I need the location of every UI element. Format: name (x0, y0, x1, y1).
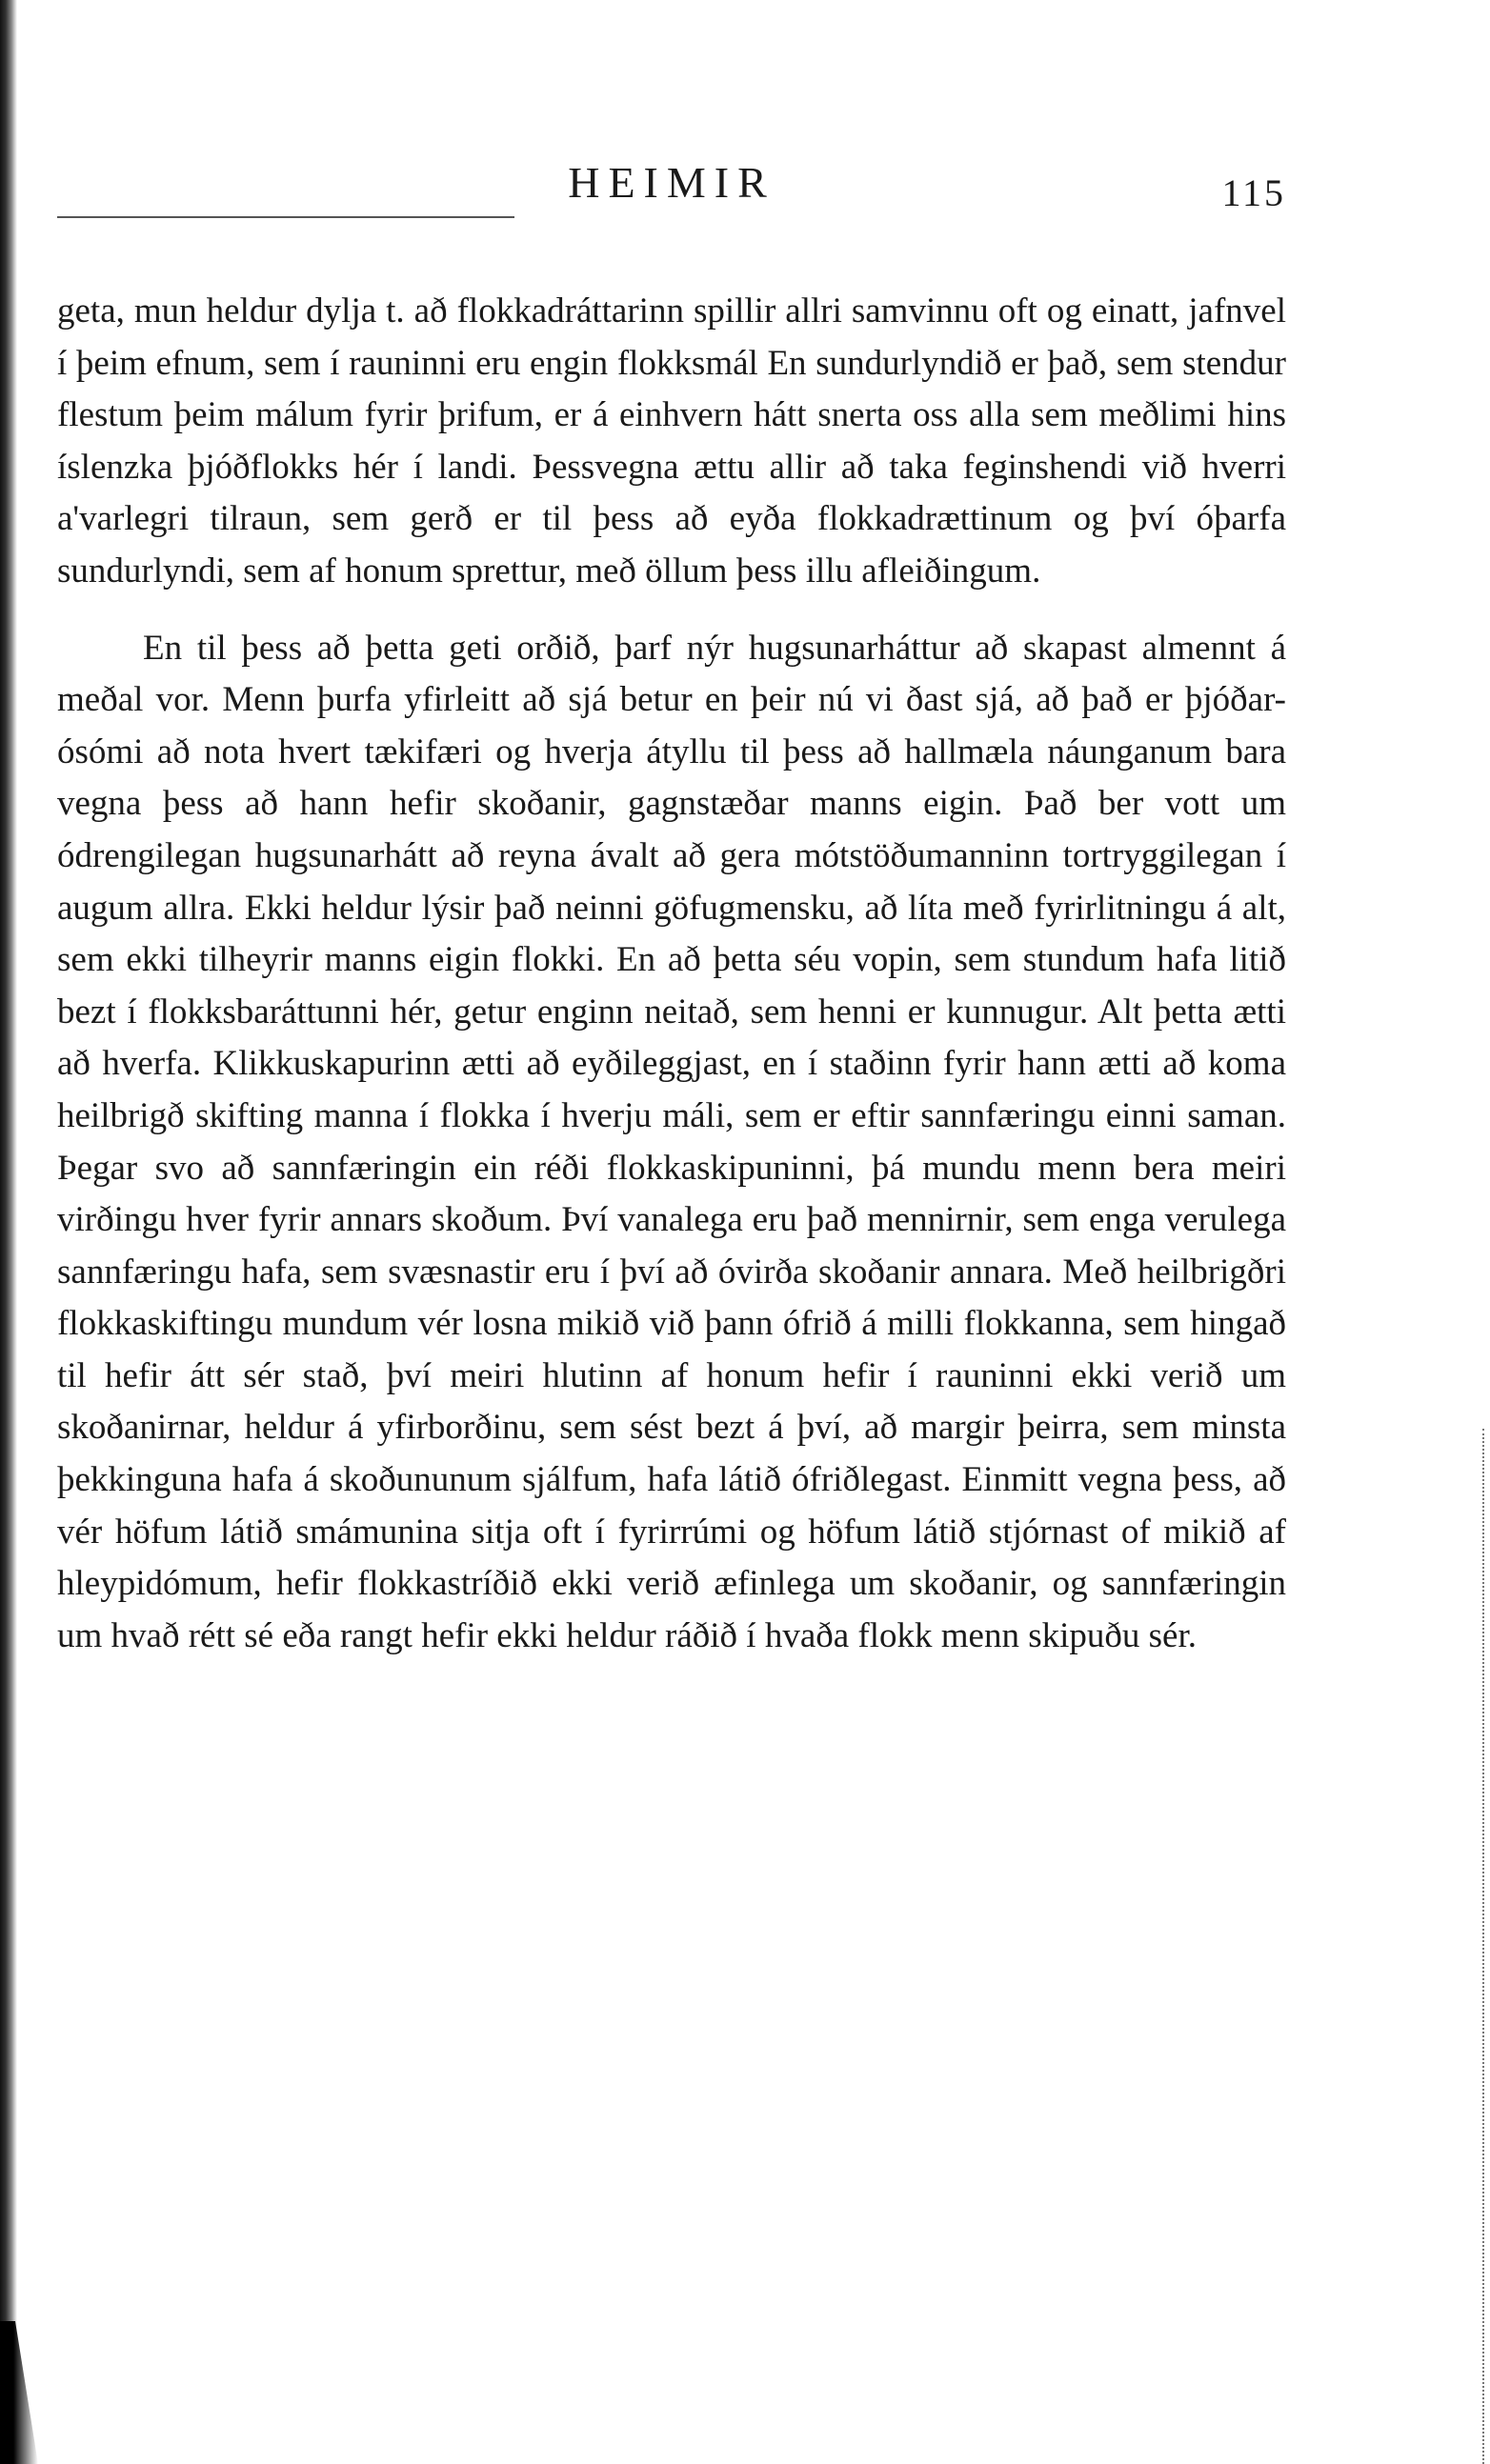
paragraph-2: En til þess að þetta geti orðið, þarf nýr hugsunarháttur að skapast almennt á meðal vor. Menn þurfa yfirleitt að sjá betur en þeir nú vi ðast sjá, að það er þjóðar-ósómi að nota hvert tækifæri og hverja átyllu til þess að hallmæla náunganum bara vegna þess að hann hefir skoðanir, gagnstæðar manns eigin. Það ber vott um ódrengilegan hugsunarhátt að reyna ávalt að gera mótstöðumanninn tortryggilegan í augum allra. Ekki heldur lýsir það neinni göfugmensku, að líta með fyrirlitningu á alt, sem ekki tilheyrir manns eigin flokki. En að þetta séu vopin, sem stundum hafa litið bezt í flokksbaráttunni hér, getur enginn neitað, sem henni er kunnugur. Alt þetta ætti að hverfa. Klikkuskapurinn ætti að eyðileggjast, en í staðinn fyrir hann ætti að koma heilbrigð skifting manna í flokka í hverju máli, sem er eftir sannfæringu einni saman. Þegar svo að sannfæringin ein réði flokkaskipuninni, þá mundu menn bera meiri virðingu hver fyrir annars skoðum. Því vanalega eru það mennirnir, sem enga verulega sannfæringu hafa, sem svæsnastir eru í því að óvirða skoðanir annara. Með heilbrigðri flokkaskiftingu mundum vér losna mikið við þann ófrið á milli flokkanna, sem hingað til hefir átt sér stað, því meiri hlutinn af honum hefir í rauninni ekki verið um skoðanirnar, heldur á yfirborðinu, sem sést bezt á því, að margir þeirra, sem minsta þekkinguna hafa á skoðununum sjálfum, hafa látið ófriðlegast. Einmitt vegna þess, að vér höfum látið smámunina sitja oft í fyrirrúmi og höfum látið stjórnast of mikið af hleypidómum, hefir flokkastríðið ekki verið æfinlega um skoðanir, og sannfæringin um hvað rétt sé eða rangt hefir ekki heldur ráðið í hvaða flokk menn skipuðu sér. (57, 628, 1286, 1655)
header-rule (57, 216, 514, 218)
page-number: 115 (1221, 171, 1286, 214)
paragraph-1: geta, mun heldur dylja t. að flokkadráttarinn spillir allri samvinnu oft og einatt, jafnvel í þeim efnum, sem í rauninni eru engin flokksmál En sundurlyndið er það, sem stendur flestum þeim málum fyrir þrifum, er á einhvern hátt snerta oss alla sem meðlimi hins íslenzka þjóðflokks hér í landi. Þessvegna ættu allir að taka feginshendi við hverri a'varlegri tilraun, sem gerð er til þess að eyða flokkadrættinum og því óþarfa sundurlyndi, sem af honum sprettur, með öllum þess illu afleiðingum. (57, 291, 1286, 591)
body-text (57, 286, 1286, 1662)
page-binding-shadow (0, 0, 17, 2464)
page-edge-marks (1482, 1429, 1490, 2464)
page-header (57, 157, 1286, 224)
page-corner-shadow (0, 2321, 38, 2464)
running-title: HEIMIR (568, 158, 775, 207)
